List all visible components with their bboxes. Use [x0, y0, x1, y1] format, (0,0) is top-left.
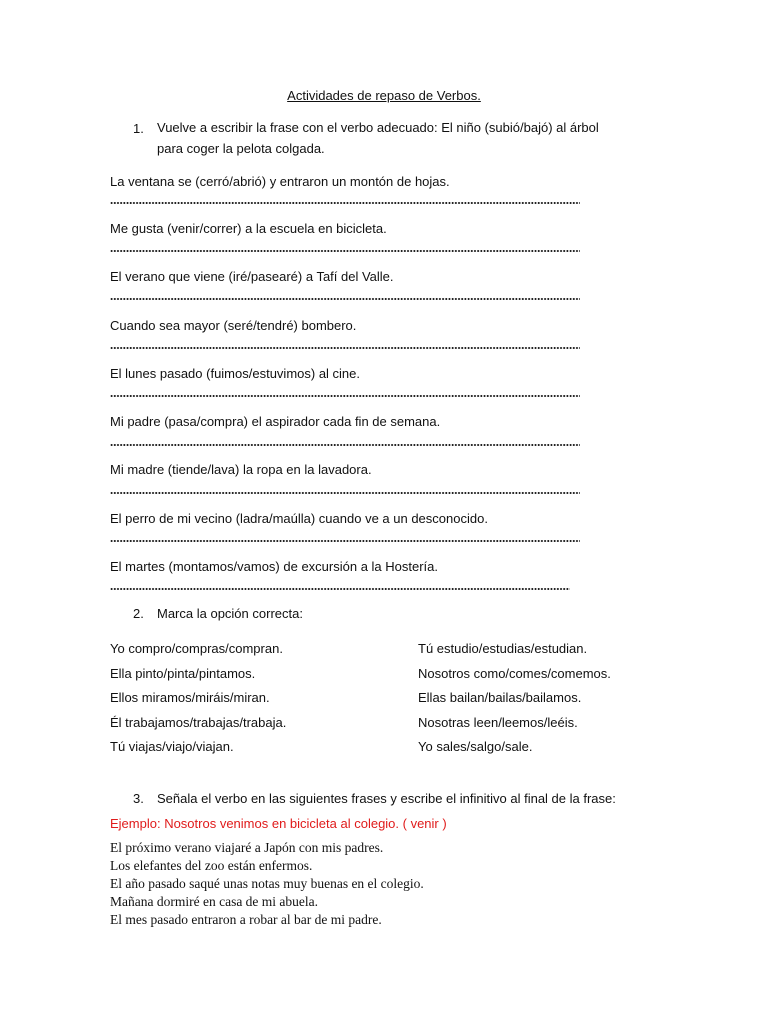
q1-sentence-4: Cuando sea mayor (seré/tendré) bombero.: [110, 318, 357, 333]
answer-line-5[interactable]: [110, 394, 580, 398]
answer-line-8[interactable]: [110, 539, 580, 543]
answer-line-6[interactable]: [110, 443, 580, 447]
q1-sentence-1: La ventana se (cerró/abrió) y entraron un montón de hojas.: [110, 174, 450, 189]
q1-sentence-9: El martes (montamos/vamos) de excursión a la Hostería.: [110, 559, 439, 574]
q3-sentence-3: El año pasado saqué unas notas muy buenas en el colegio.: [110, 876, 424, 891]
q2-option-right-1[interactable]: Tú estudio/estudias/estudian.: [418, 641, 588, 656]
q2-number: 2.: [133, 606, 144, 621]
q2-option-left-2[interactable]: Ella pinto/pinta/pintamos.: [110, 666, 256, 681]
q1-sentence-3: El verano que viene (iré/pasearé) a Tafí del Valle.: [110, 269, 394, 284]
q1-sentence-7: Mi madre (tiende/lava) la ropa en la lavadora.: [110, 462, 372, 477]
q2-option-left-5[interactable]: Tú viajas/viajo/viajan.: [110, 739, 234, 754]
answer-line-9[interactable]: [110, 587, 570, 591]
q3-sentence-2: Los elefantes del zoo están enfermos.: [110, 858, 313, 873]
q2-option-left-4[interactable]: Él trabajamos/trabajas/trabaja.: [110, 715, 287, 730]
q2-option-left-1[interactable]: Yo compro/compras/compran.: [110, 641, 283, 656]
q1-instruction: [157, 117, 657, 159]
answer-line-4[interactable]: [110, 346, 580, 350]
answer-line-1[interactable]: [110, 201, 580, 205]
q1-instruction-line-1: Vuelve a escribir la frase con el verbo adecuado: El niño (subió/bajó) al árbol: [157, 120, 599, 135]
answer-line-7[interactable]: [110, 491, 580, 495]
q2-instruction: Marca la opción correcta:: [157, 606, 303, 621]
q3-sentence-1: El próximo verano viajaré a Japón con mis padres.: [110, 840, 384, 855]
q1-sentence-2: Me gusta (venir/correr) a la escuela en bicicleta.: [110, 221, 387, 236]
q2-option-right-4[interactable]: Nosotras leen/leemos/leéis.: [418, 715, 578, 730]
answer-line-2[interactable]: [110, 249, 580, 253]
q2-option-left-3[interactable]: Ellos miramos/miráis/miran.: [110, 690, 270, 705]
q1-instruction-line-2: para coger la pelota colgada.: [157, 141, 325, 156]
q2-option-right-2[interactable]: Nosotros como/comes/comemos.: [418, 666, 611, 681]
q3-sentence-4: Mañana dormiré en casa de mi abuela.: [110, 894, 319, 909]
answer-line-3[interactable]: [110, 297, 580, 301]
q2-option-right-3[interactable]: Ellas bailan/bailas/bailamos.: [418, 690, 582, 705]
q1-sentence-5: El lunes pasado (fuimos/estuvimos) al cine.: [110, 366, 361, 381]
q3-number: 3.: [133, 791, 144, 806]
q3-sentence-5: El mes pasado entraron a robar al bar de mi padre.: [110, 912, 382, 927]
page-title: Actividades de repaso de Verbos.: [287, 88, 481, 103]
q1-sentence-8: El perro de mi vecino (ladra/maúlla) cuando ve a un desconocido.: [110, 511, 488, 526]
q3-example: Ejemplo: Nosotros venimos en bicicleta al colegio. ( venir ): [110, 816, 447, 831]
q1-sentence-6: Mi padre (pasa/compra) el aspirador cada fin de semana.: [110, 414, 441, 429]
q1-number: 1.: [133, 121, 144, 136]
q2-option-right-5[interactable]: Yo sales/salgo/sale.: [418, 739, 533, 754]
q3-instruction: Señala el verbo en las siguientes frases y escribe el infinitivo al final de la frase:: [157, 791, 616, 806]
